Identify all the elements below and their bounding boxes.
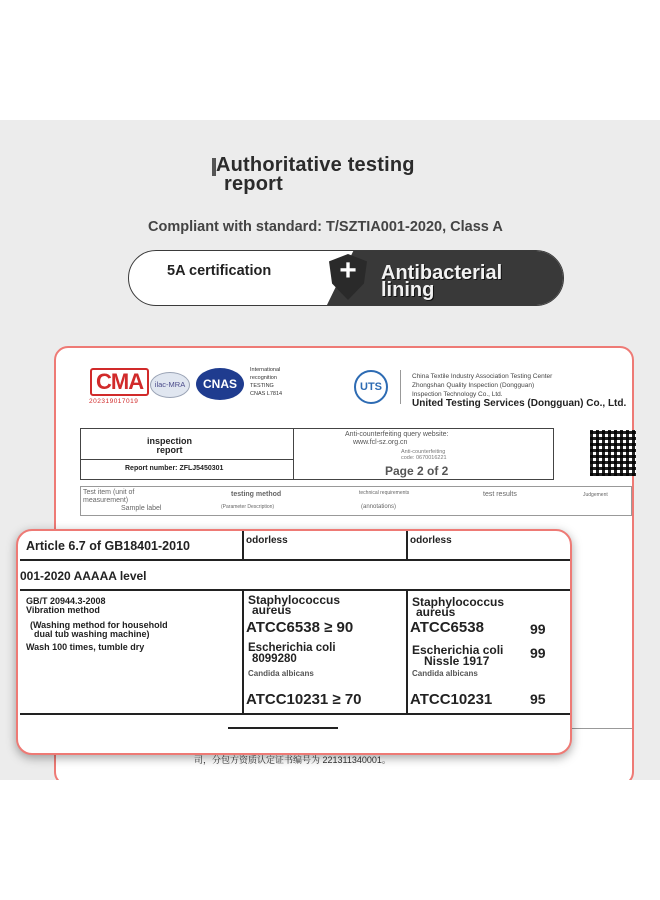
standard-compliance-text: Compliant with standard: T/SZTIA001-2020, Class A — [148, 219, 503, 235]
res-candida: Candida albicans — [412, 669, 478, 678]
res-candida-score: 95 — [530, 691, 546, 707]
cnas-accreditation-text: International recognition TESTING CNAS L7814 — [250, 367, 283, 397]
req-staphylococcus: Staphylococcus aureus — [248, 593, 341, 617]
headline-accent-bar — [212, 158, 216, 176]
anti-counterfeit-code: Anti-counterfeiting code: 0670016221 — [401, 449, 447, 461]
res-staphylococcus-score: 99 — [530, 621, 546, 637]
page-indicator: Page 2 of 2 — [385, 464, 449, 478]
header-results: test results — [483, 491, 517, 498]
antibacterial-line-1: Antibacterial — [381, 262, 503, 284]
header-sample-label: Sample label — [121, 505, 162, 512]
res-ecoli-score: 99 — [530, 645, 546, 661]
uts-logo: UTS — [354, 370, 388, 404]
testing-center-text: China Textile Industry Association Testing Center Zhongshan Quality Inspection (Dongguan) Inspection Technology Co., Ltd. United Testing Services (Dongguan) Co., Ltd. — [412, 373, 627, 409]
grade-level: 001-2020 AAAAA level — [20, 569, 147, 583]
header-test-item: Test item (unit of measurement) — [83, 489, 135, 504]
res-staphylococcus: Staphylococcus aureus — [412, 595, 505, 619]
qr-code — [590, 430, 636, 476]
header-method: testing method — [231, 491, 282, 498]
logo-divider — [400, 370, 401, 404]
overlay-underline — [228, 727, 338, 729]
anti-counterfeit-website: Anti-counterfeiting query website: www.fcl-sz.org.cn — [345, 431, 449, 446]
standard-article: Article 6.7 of GB18401-2010 — [26, 539, 190, 553]
report-info-grid — [80, 428, 554, 480]
header-method-sub: (Parameter Description) — [221, 504, 275, 510]
results-zoom-overlay — [16, 529, 572, 755]
plus-icon: + — [339, 254, 357, 287]
certification-label: 5A certification — [167, 263, 272, 279]
res-candida-value: ATCC10231 — [410, 691, 493, 708]
res-staphylococcus-value: ATCC6538 — [410, 619, 484, 636]
certification-pill — [128, 250, 564, 306]
report-banner — [0, 120, 660, 780]
header-technical: technical requirements — [359, 490, 410, 496]
res-ecoli: Escherichia coli Nissle 1917 — [412, 643, 504, 668]
washing-method: GB/T 20944.3-2008 Vibration method (Washing method for household dual tub washing machine) Wash 100 times, tumble dry — [26, 596, 168, 652]
headline-line-1: Authoritative testing — [216, 154, 415, 176]
req-ecoli: Escherichia coli 8099280 — [248, 642, 336, 665]
headline — [216, 156, 415, 194]
antibacterial-label — [381, 262, 503, 301]
req-candida: Candida albicans — [248, 669, 314, 678]
headline-line-2: report — [224, 173, 283, 195]
antibacterial-line-2: lining — [381, 279, 435, 301]
subcontract-certificate-number: 司，分包方资质认定证书编号为 221311340001。 — [194, 755, 391, 765]
cma-logo: CMA — [90, 368, 149, 396]
header-annotations: (annotations) — [361, 504, 397, 510]
inspection-report-title: inspection report — [147, 436, 193, 455]
req-staphylococcus-value: ATCC6538 ≥ 90 — [246, 619, 354, 636]
cma-number: 202319017019 — [89, 398, 139, 405]
ilac-mra-logo: ilac-MRA — [150, 372, 190, 398]
results-table-header — [80, 486, 632, 516]
header-judgement: Judgement — [583, 492, 608, 498]
cnas-logo: CNAS — [196, 368, 244, 400]
results-zoom-table — [20, 531, 572, 731]
req-candida-value: ATCC10231 ≥ 70 — [246, 691, 362, 708]
odor-requirement: odorless — [246, 535, 288, 546]
odor-result: odorless — [410, 535, 452, 546]
report-number: Report number: ZFLJ5450301 — [125, 465, 224, 472]
